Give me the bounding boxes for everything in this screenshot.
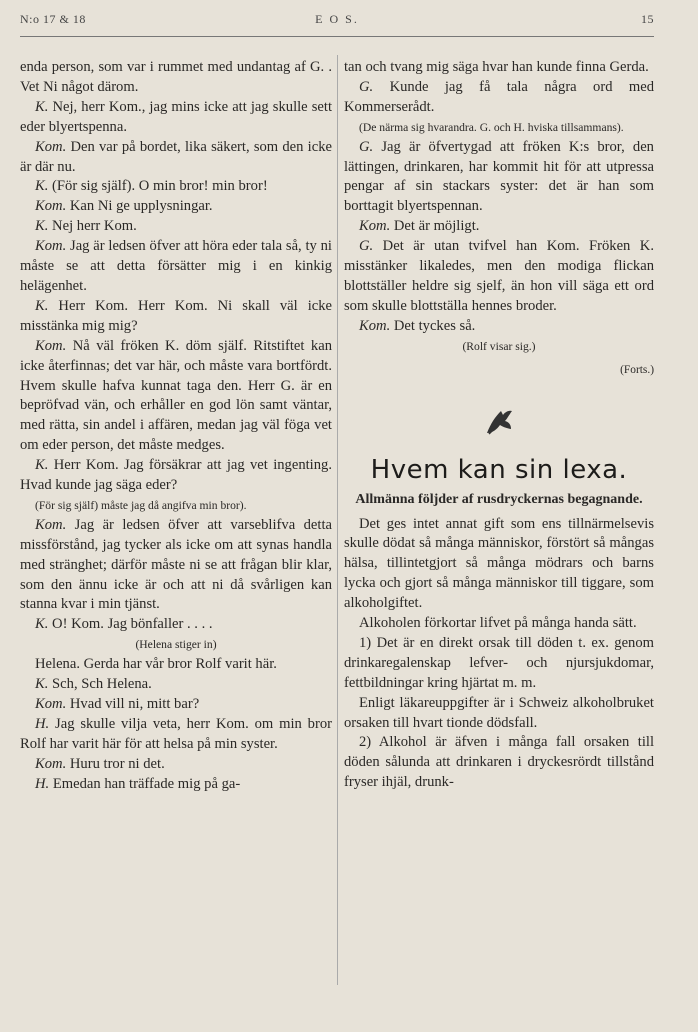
speaker-label: Kom.: [35, 198, 67, 215]
text-paragraph: [344, 337, 654, 357]
continued-note: (Forts.): [620, 363, 654, 376]
speaker-label: K.: [35, 457, 49, 474]
text-paragraph: [344, 237, 654, 317]
speaker-label: G.: [359, 238, 374, 255]
page-header: [20, 12, 654, 32]
paragraph-text: Den var på bordet, lika säkert, som den icke är där nu.: [20, 138, 332, 175]
paragraph-text: tan och tvang mig säga hvar han kunde finna Gerda.: [344, 59, 649, 75]
paragraph-text: O! Kom. Jag bönfaller . . . .: [52, 616, 213, 633]
article-paragraph: Enligt läkareuppgifter är i Schweiz alkoholbruket orsaken till hvart tionde dödsfall.: [344, 694, 654, 731]
paragraph-text: Kunde jag få tala några ord med Kommerserådt.: [344, 78, 654, 115]
text-paragraph: [20, 177, 332, 197]
right-column: [344, 58, 654, 793]
speaker-label: Kom.: [35, 337, 67, 354]
text-paragraph: [20, 197, 332, 217]
paragraph-text: Helena. Gerda har vår bror Rolf varit här.: [35, 656, 277, 673]
text-paragraph: [20, 138, 332, 178]
speaker-label: H.: [35, 715, 50, 732]
speaker-label: K.: [35, 98, 49, 115]
paragraph-text: Emedan han träffade mig på ga-: [52, 775, 241, 792]
speaker-label: Kom.: [35, 516, 67, 533]
column-divider: [337, 55, 338, 985]
paragraph-text: Huru tror ni det.: [69, 755, 165, 772]
paragraph-text: Nej herr Kom.: [52, 218, 137, 235]
text-paragraph: [20, 755, 332, 775]
text-paragraph: [344, 78, 654, 118]
header-rule: [20, 36, 654, 37]
speaker-label: G.: [359, 138, 374, 155]
text-paragraph: [20, 675, 332, 695]
paragraph-text: Hvad vill ni, mitt bar?: [69, 696, 200, 712]
paragraph-text: Nej, herr Kom., jag mins icke att jag skulle sett eder blyertspenna.: [20, 98, 333, 135]
paragraph-text: Kan Ni ge upplysningar.: [69, 198, 213, 215]
speaker-label: Kom.: [35, 696, 67, 712]
text-paragraph: [344, 217, 654, 237]
left-column: [20, 58, 332, 795]
text-paragraph: [344, 58, 654, 78]
article-paragraph: 2) Alkohol är äfven i många fall orsaken till döden sålunda att drinkaren i dryckesrördt tillstånd fryser ihjäl, drunk-: [344, 734, 654, 791]
text-paragraph: [20, 775, 332, 795]
paragraph-text: Jag är öfvertygad att fröken K:s bror, den lättingen, drinkaren, har kommit hit för att utpressa pengar af sin stackars syster: det är han som borttagit blyertspennan.: [344, 138, 654, 215]
paragraph-text: Herr Kom. Jag försäkrar att jag vet ingenting. Hvad kunde jag säga eder?: [20, 457, 332, 494]
speaker-label: K.: [35, 297, 49, 314]
speaker-label: G.: [359, 78, 374, 95]
speaker-label: Kom.: [359, 317, 391, 334]
article-paragraph: 1) Det är en direkt orsak till döden t. ex. genom drinkaregalenskap lefver- och njursjukdomar, fettbildningar kring hjärtat m. m.: [344, 634, 654, 691]
paragraph-text: (Helena stiger in): [135, 638, 217, 652]
text-paragraph: [20, 58, 332, 98]
paragraph-text: (För sig själf) måste jag då angifva min bror).: [35, 498, 247, 512]
speaker-label: K.: [35, 616, 49, 633]
text-paragraph: [20, 98, 332, 138]
paragraph-text: (För sig själf). O min bror! min bror!: [52, 178, 268, 195]
text-paragraph: [20, 695, 332, 715]
article-paragraph: Alkoholen förkortar lifvet på många handa sätt.: [359, 615, 637, 632]
text-paragraph: [20, 715, 332, 755]
text-paragraph: [20, 635, 332, 655]
text-paragraph: [20, 337, 332, 456]
text-paragraph: [20, 237, 332, 297]
speaker-label: Kom.: [35, 238, 67, 255]
speaker-label: H.: [35, 775, 50, 792]
text-paragraph: [20, 217, 332, 237]
paragraph-text: Det tyckes så.: [393, 317, 476, 334]
paragraph-text: (De närma sig hvarandra. G. och H. hviska tillsammans).: [359, 120, 624, 134]
paragraph-text: Sch, Sch Helena.: [52, 676, 152, 693]
text-paragraph: [344, 118, 654, 138]
publication-title: E O S.: [315, 12, 359, 26]
speaker-label: K.: [35, 676, 49, 693]
article-subtitle: Allmänna följder af rusdryckernas begagnande.: [355, 491, 643, 507]
paragraph-text: Herr Kom. Herr Kom. Ni skall väl icke misstänka mig mig?: [20, 297, 332, 334]
issue-number: N:o 17 & 18: [20, 12, 86, 26]
article-paragraph: Det ges intet annat gift som ens tillnärmelsevis skulle dödat så många människor, förstört så mångas hälsa, tillintetgjort så många mödrars och barns lycka och gjort så många människor till tiggare, som alkoholgiftet.: [344, 515, 654, 612]
paragraph-text: enda person, som var i rummet med undantag af G. . Vet Ni något därom.: [20, 59, 332, 95]
text-paragraph: [20, 655, 332, 675]
speaker-label: Kom.: [35, 138, 67, 155]
paragraph-text: Jag är ledsen öfver att varseblifva detta missförstånd, jag tycker als icke om att synas handla med stränghet; därför måste ni se att frågan blir klar, som den ännu icke är och att ni då svårligen kan stanna kvar i min tjänst.: [20, 516, 332, 613]
paragraph-text: Det är utan tvifvel han Kom. Fröken K. misstänker likaledes, men den modiga flickan blottställer heldre sig sjelf, än hon vill säga ett ord som skulle blottställa hennes broder.: [344, 238, 654, 314]
paragraph-text: Jag är ledsen öfver att höra eder tala så, ty ni måste se att detta försätter mig i en kinkig helägenhet.: [20, 238, 332, 294]
speaker-label: K.: [35, 218, 49, 235]
text-paragraph: [20, 456, 332, 496]
text-paragraph: [344, 138, 654, 218]
play-continuation: [344, 58, 654, 357]
paragraph-text: Det är möjligt.: [393, 218, 480, 235]
paragraph-text: Nå väl fröken K. döm själf. Ritstiftet kan icke återfinnas; det var här, och måste vara bortfördt. Hvem skulle hafva kunnat taga den. Herr G. är en bepröfvad vän, och erhåller en god lön samt väntar, med rätta, sin andel i affären, medan jag väl föga vet om eder person, det måste medges.: [20, 337, 333, 454]
text-paragraph: [20, 516, 332, 616]
text-paragraph: [344, 317, 654, 337]
ornament-icon: [344, 403, 654, 443]
paragraph-text: Jag skulle vilja veta, herr Kom. om min bror Rolf har varit här för att helsa på min syster.: [20, 715, 332, 752]
page-number: 15: [641, 12, 654, 26]
paragraph-text: (Rolf visar sig.): [462, 339, 536, 353]
text-paragraph: [20, 297, 332, 337]
article-title: Hvem kan sin lexa.: [370, 454, 628, 485]
speaker-label: Kom.: [359, 218, 391, 235]
text-paragraph: [20, 615, 332, 635]
article-body: [344, 515, 654, 794]
speaker-label: K.: [35, 178, 49, 195]
text-paragraph: [20, 496, 332, 516]
speaker-label: Kom.: [35, 755, 67, 772]
forts-line: [344, 357, 654, 381]
